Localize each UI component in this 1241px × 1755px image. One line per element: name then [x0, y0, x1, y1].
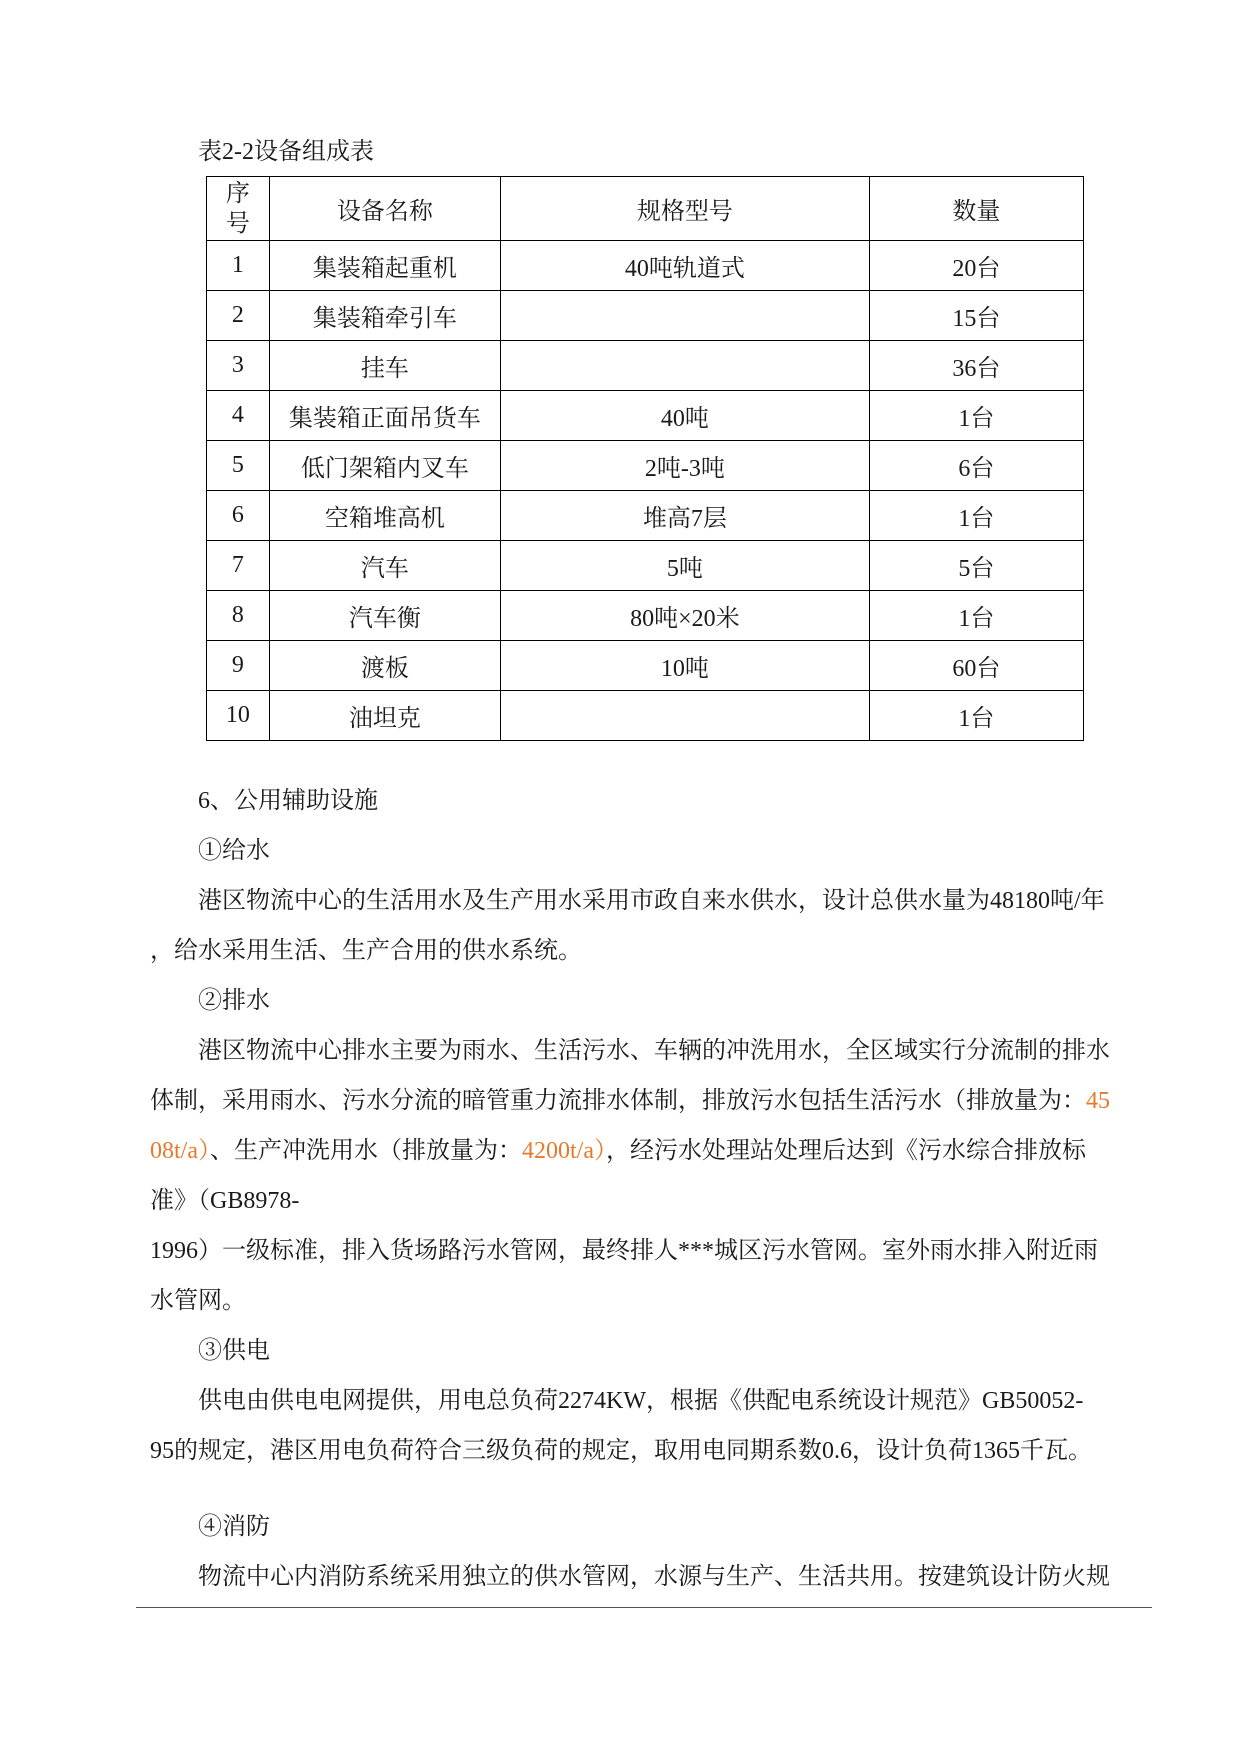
power-heading: ③供电 [198, 1338, 270, 1364]
drainage-paragraph [150, 1026, 1140, 1326]
highlight-value: 08t/a） [150, 1138, 210, 1164]
fire-heading: ④消防 [198, 1514, 270, 1540]
cell-no: 5 [207, 441, 270, 491]
cell-spec: 40吨 [501, 391, 870, 441]
cell-name: 油坦克 [269, 691, 500, 741]
header-spec: 规格型号 [501, 177, 870, 241]
cell-name: 汽车衡 [269, 591, 500, 641]
cell-no: 10 [207, 691, 270, 741]
cell-qty: 6台 [869, 441, 1083, 491]
table-row [207, 241, 1084, 291]
cell-name: 集装箱正面吊货车 [269, 391, 500, 441]
footer-divider [136, 1607, 1152, 1608]
cell-no: 6 [207, 491, 270, 541]
fire-paragraph [150, 1552, 1140, 1602]
text-line: 物流中心内消防系统采用独立的供水管网，水源与生产、生活共用。按建筑设计防火规 [198, 1564, 1110, 1590]
power-paragraph [150, 1376, 1140, 1476]
table-row [207, 441, 1084, 491]
header-no [207, 177, 270, 241]
cell-name: 集装箱牵引车 [269, 291, 500, 341]
table-row [207, 341, 1084, 391]
header-no-label: 序号 [225, 180, 250, 237]
cell-spec: 40吨轨道式 [501, 241, 870, 291]
table-row [207, 391, 1084, 441]
header-name: 设备名称 [269, 177, 500, 241]
table-row [207, 291, 1084, 341]
cell-name: 汽车 [269, 541, 500, 591]
text-line: 港区物流中心的生活用水及生产用水采用市政自来水供水，设计总供水量为48180吨/年 [198, 888, 1105, 914]
cell-name: 挂车 [269, 341, 500, 391]
text-line: 准》（GB8978- [150, 1188, 300, 1214]
drainage-heading: ②排水 [198, 988, 270, 1014]
cell-spec: 5吨 [501, 541, 870, 591]
cell-no: 3 [207, 341, 270, 391]
table-header-row [207, 177, 1084, 241]
cell-no: 8 [207, 591, 270, 641]
cell-qty: 1台 [869, 491, 1083, 541]
cell-spec: 80吨×20米 [501, 591, 870, 641]
water-supply-paragraph [150, 876, 1140, 976]
cell-spec: 堆高7层 [501, 491, 870, 541]
cell-qty: 36台 [869, 341, 1083, 391]
text-line: 港区物流中心排水主要为雨水、生活污水、车辆的冲洗用水，全区域实行分流制的排水 [198, 1038, 1110, 1064]
text-span: ，经污水处理站处理后达到《污水综合排放标 [606, 1138, 1086, 1164]
text-line: 水管网。 [150, 1288, 246, 1314]
cell-spec: 10吨 [501, 641, 870, 691]
table-row [207, 541, 1084, 591]
cell-qty: 5台 [869, 541, 1083, 591]
cell-name: 低门架箱内叉车 [269, 441, 500, 491]
table-row [207, 491, 1084, 541]
cell-name: 渡板 [269, 641, 500, 691]
cell-no: 2 [207, 291, 270, 341]
section-title: 6、公用辅助设施 [198, 788, 378, 814]
equipment-table [206, 176, 1084, 741]
cell-spec [501, 691, 870, 741]
text-line: 1996）一级标准，排入货场路污水管网，最终排人***城区污水管网。室外雨水排入附近雨 [150, 1238, 1098, 1264]
cell-no: 7 [207, 541, 270, 591]
text-span: 体制，采用雨水、污水分流的暗管重力流排水体制，排放污水包括生活污水（排放量为： [150, 1088, 1086, 1114]
text-line: ，给水采用生活、生产合用的供水系统。 [150, 938, 582, 964]
cell-no: 9 [207, 641, 270, 691]
cell-name: 空箱堆高机 [269, 491, 500, 541]
text-span: 、生产冲洗用水（排放量为： [210, 1138, 522, 1164]
cell-qty: 20台 [869, 241, 1083, 291]
highlight-value: 4200t/a） [522, 1138, 606, 1164]
table-row [207, 641, 1084, 691]
cell-qty: 15台 [869, 291, 1083, 341]
highlight-value: 45 [1086, 1088, 1110, 1114]
text-line [150, 1076, 1140, 1126]
cell-qty: 60台 [869, 641, 1083, 691]
header-qty: 数量 [869, 177, 1083, 241]
water-supply-heading: ①给水 [198, 838, 270, 864]
cell-spec [501, 291, 870, 341]
text-line [150, 1126, 1140, 1176]
table-row [207, 591, 1084, 641]
cell-spec [501, 341, 870, 391]
table-caption: 表2-2设备组成表 [198, 139, 374, 165]
table-row [207, 691, 1084, 741]
cell-no: 1 [207, 241, 270, 291]
cell-name: 集装箱起重机 [269, 241, 500, 291]
cell-qty: 1台 [869, 591, 1083, 641]
text-line: 95的规定，港区用电负荷符合三级负荷的规定，取用电同期系数0.6，设计负荷1365千瓦。 [150, 1438, 1092, 1464]
cell-qty: 1台 [869, 691, 1083, 741]
cell-no: 4 [207, 391, 270, 441]
text-line: 供电由供电电网提供，用电总负荷2274KW，根据《供配电系统设计规范》GB50052- [198, 1388, 1084, 1414]
cell-spec: 2吨-3吨 [501, 441, 870, 491]
cell-qty: 1台 [869, 391, 1083, 441]
